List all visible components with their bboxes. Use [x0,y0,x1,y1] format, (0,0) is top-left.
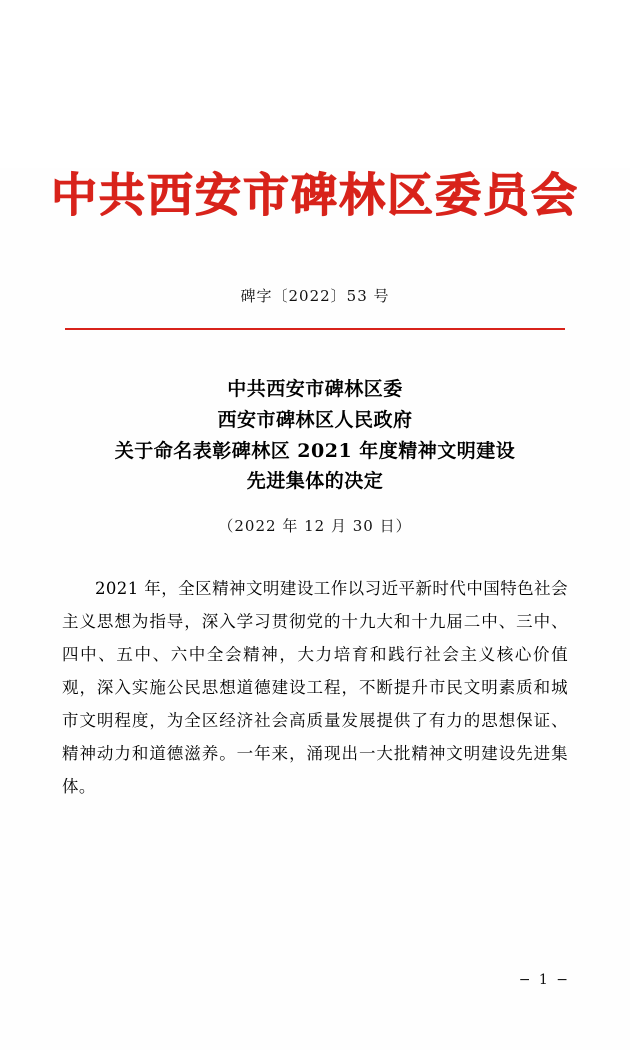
body-paragraph-1: 2021 年，全区精神文明建设工作以习近平新时代中国特色社会主义思想为指导，深入学习贯彻党的十九大和十九届二中、三中、四中、五中、六中全会精神，大力培育和践行社会主义核心价值观，深入实施公民思想道德建设工程，不断提升市民文明素质和城市文明程度，为全区经济社会高质量发展提供了有力的思想保证、精神动力和道德滋养。一年来，涌现出一大批精神文明建设先进集体。 [62,579,568,797]
document-date: （2022 年 12 月 30 日） [218,517,412,536]
masthead-title: 中共西安市碑林区委员会 [51,168,579,222]
page-number: − 1 − [518,972,570,988]
document-body [62,572,568,803]
title-line-2: 西安市碑林区人民政府 [217,408,413,431]
document-title-block [0,374,630,497]
title-line-3: 关于命名表彰碑林区 2021 年度精神文明建设 [114,439,516,462]
document-page [0,168,630,1050]
red-divider-rule [65,328,565,330]
title-line-1: 中共西安市碑林区委 [227,378,403,401]
title-line-4: 先进集体的决定 [246,470,384,493]
document-number: 碑字〔2022〕53 号 [240,287,390,306]
